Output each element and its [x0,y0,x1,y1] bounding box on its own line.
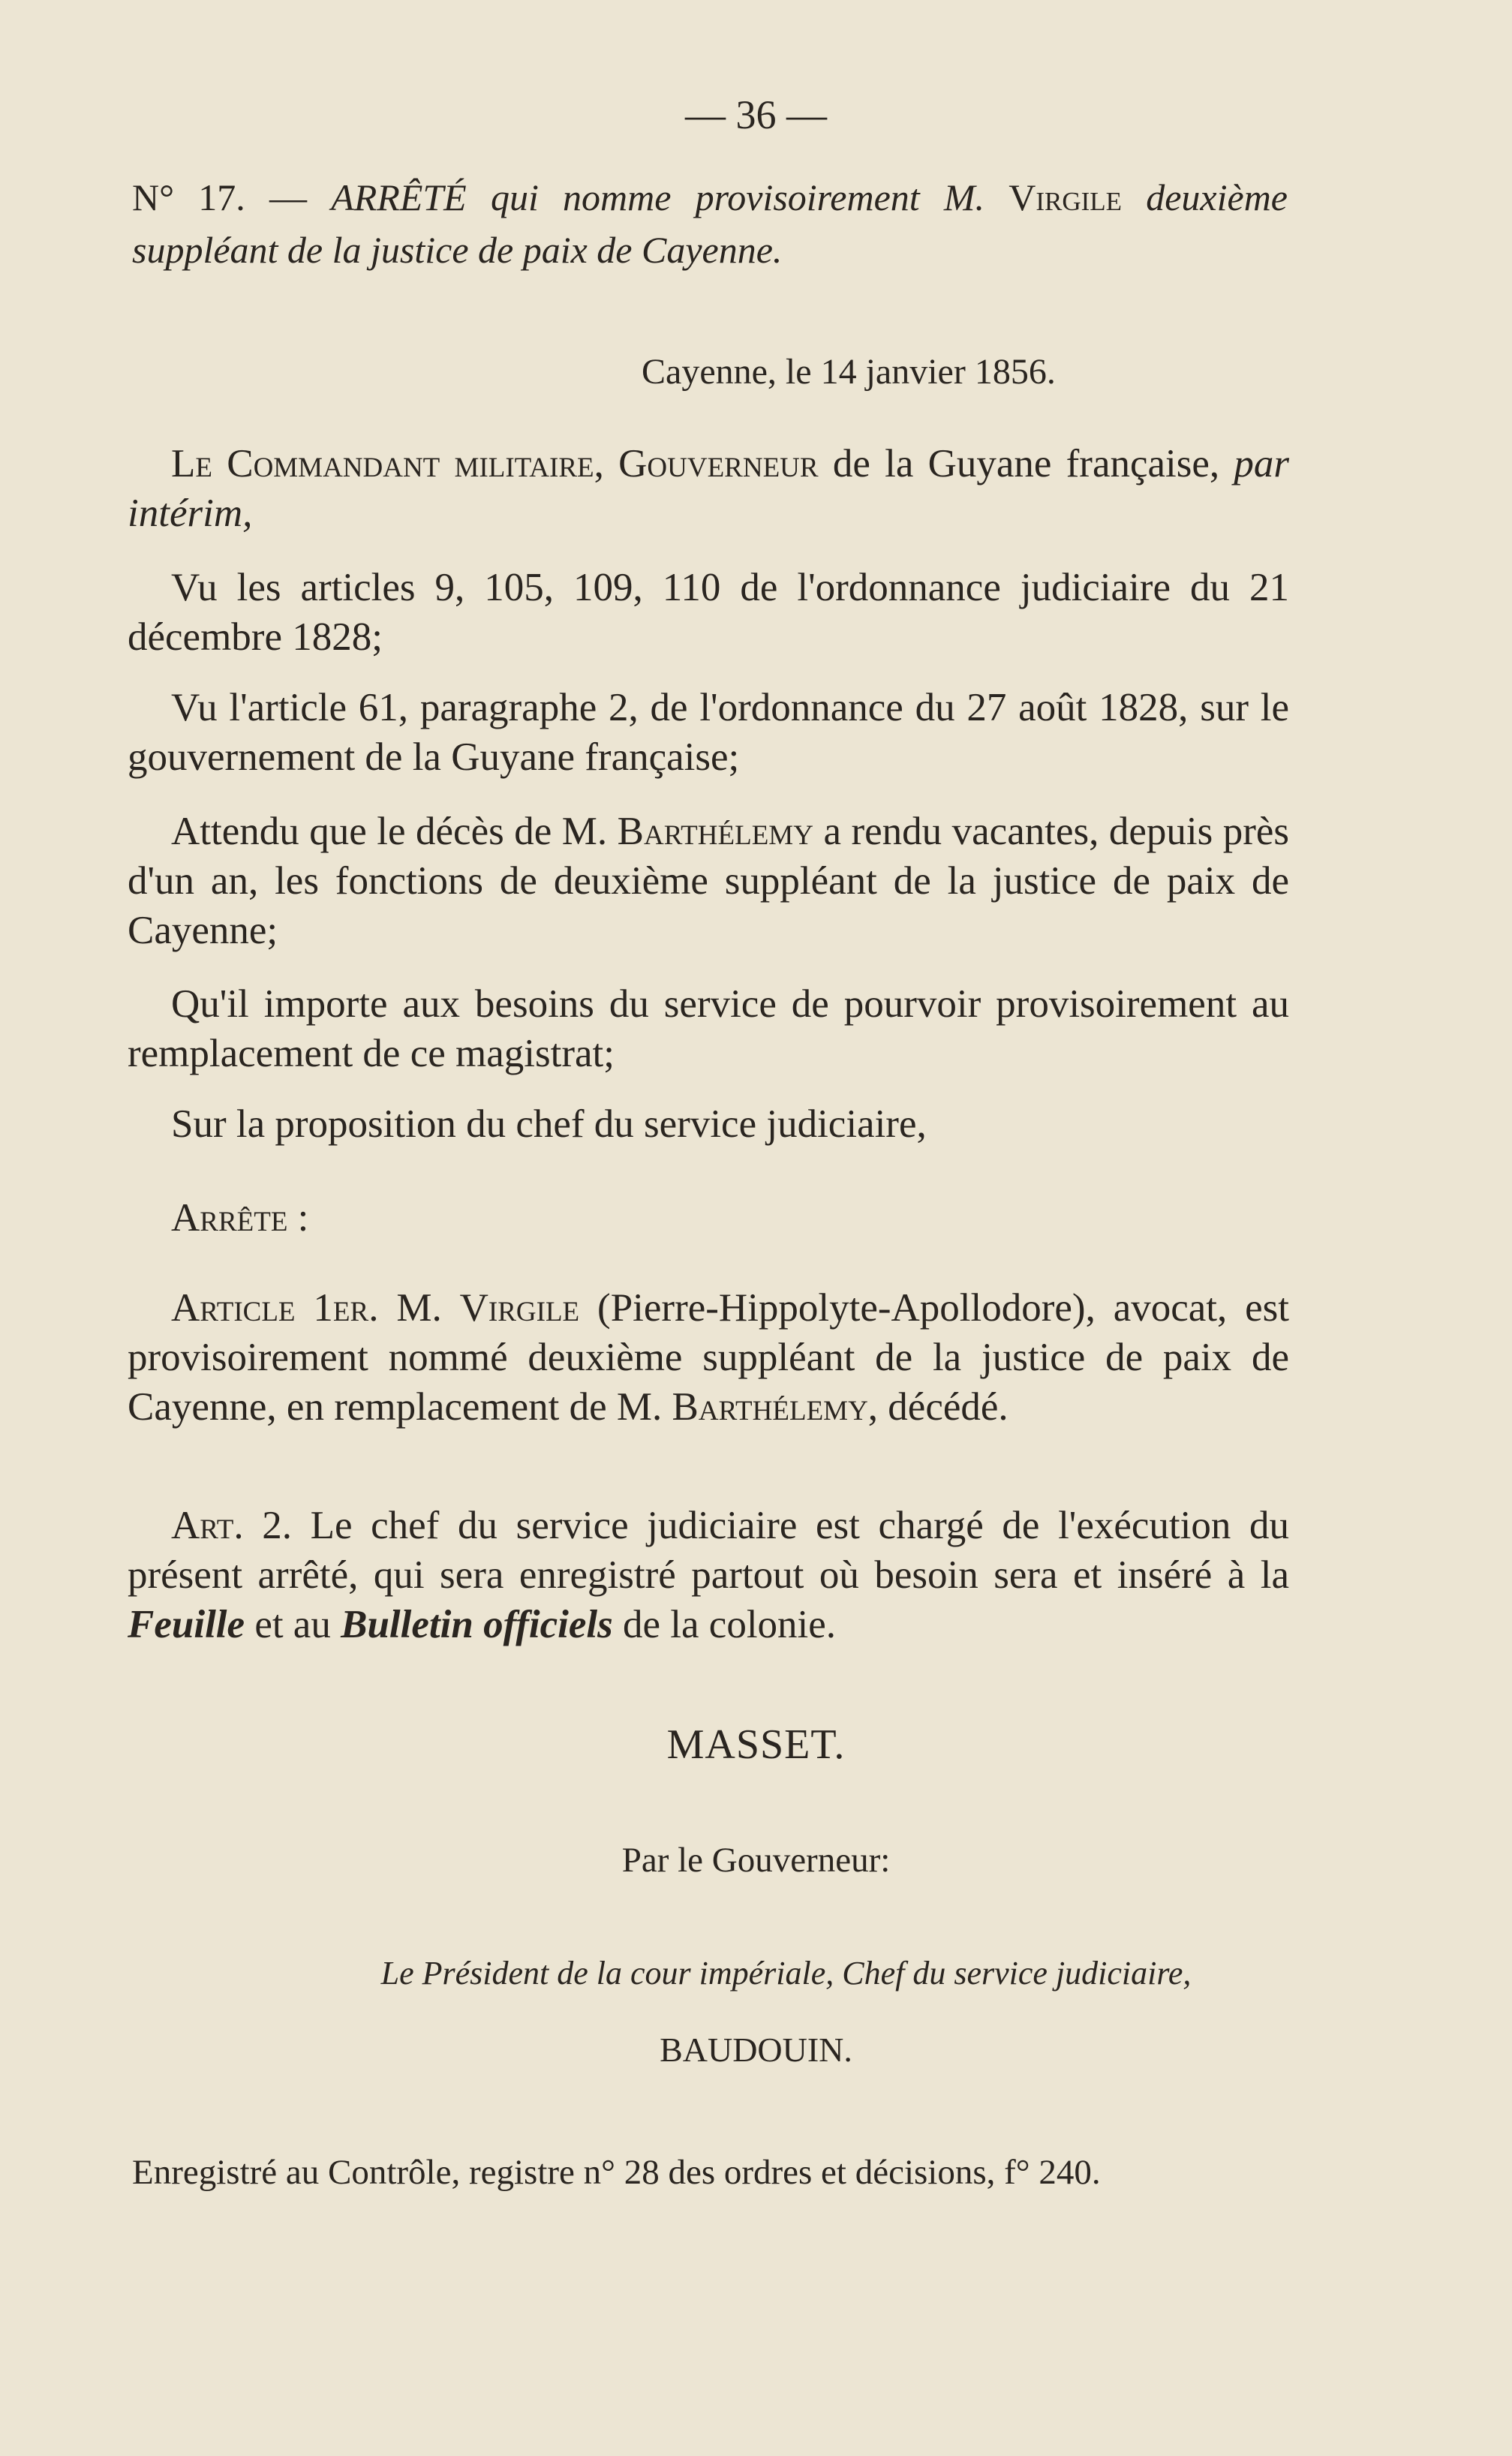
paragraph-vu-1: Vu les articles 9, 105, 109, 110 de l'ordonnance judiciaire du 21 décembre 1828; [128,566,1289,659]
title-text-2: deuxième suppléant de la justice de paix de Cayenne. [132,176,1288,271]
bulletin-title: Bulletin officiels [341,1603,613,1646]
article-2 [128,1501,1289,1649]
title-name: Virgile [1009,176,1123,218]
paragraph-sur: Sur la proposition du chef du service judiciaire, [171,1102,927,1146]
preamble-rest: de la Guyane française, [832,442,1220,485]
article-1-text-c: , décédé. [867,1385,1009,1429]
decree-date: Cayenne, le 14 janvier 1856. [642,352,1056,392]
decree-title [132,171,1288,276]
preamble: Le Commandant militaire, Gouverneur de la Guyane française, par intérim, [128,442,1290,535]
article-2-text-a: Le chef du service judiciaire est chargé de l'exécution du présent arrêté, qui sera enregistré partout où besoin sera et inséré à la [128,1504,1290,1597]
article-1-name-2: Barthélemy [672,1385,868,1429]
title-text-1: qui nomme provisoirement M. [490,176,985,218]
article-1 [128,1283,1289,1432]
par-le-gouverneur: Par le Gouverneur: [621,1841,891,1880]
par-interim: par intérim, [128,442,1290,535]
article-1-name: Virgile [459,1286,580,1330]
article-1-text-b: (Pierre-Hippolyte-Apollodore), avocat, est provisoirement nommé deuxième suppléant de la justice de paix de Cayenne, en remplacement de M. [128,1286,1290,1429]
paragraph-vu-2: Vu l'article 61, paragraphe 2, de l'ordonnance du 27 août 1828, sur le gouvernement de la Guyane française; [128,686,1289,779]
article-1-label: Article 1er. [171,1286,379,1330]
arrete-heading: Arrête : [171,1196,309,1240]
commandant-title: Le Commandant militaire [171,442,594,485]
article-1-text-a: M. [396,1286,442,1330]
attendu-text-a: Attendu que le décès de M. [171,810,608,853]
paragraph-attendu [128,807,1289,955]
gouverneur-title: Gouverneur [618,442,819,485]
attendu-name: Barthélemy [617,810,813,853]
feuille-title: Feuille [128,1603,245,1646]
paragraph-quil: Qu'il importe aux besoins du service de pourvoir provisoirement au remplacement de ce magistrat; [128,982,1289,1075]
signature-baudouin: BAUDOUIN. [660,2031,852,2069]
registration-note: Enregistré au Contrôle, registre n° 28 des ordres et décisions, f° 240. [132,2153,1101,2192]
article-2-text-b: de la colonie. [623,1603,837,1646]
signature-masset: MASSET. [666,1721,846,1768]
decree-number: N° 17. — [132,176,307,218]
article-2-et-au: et au [254,1603,331,1646]
attendu-text-b: a rendu vacantes, depuis près d'un an, les fonctions de deuxième suppléant de la justice de paix de Cayenne; [128,810,1290,952]
article-2-label: Art. 2. [171,1504,292,1547]
decree-type: ARRÊTÉ [331,176,467,218]
president-title: Le Président de la cour impériale, Chef du service judiciaire, [380,1955,1192,1992]
page-number: — 36 — [685,92,827,137]
